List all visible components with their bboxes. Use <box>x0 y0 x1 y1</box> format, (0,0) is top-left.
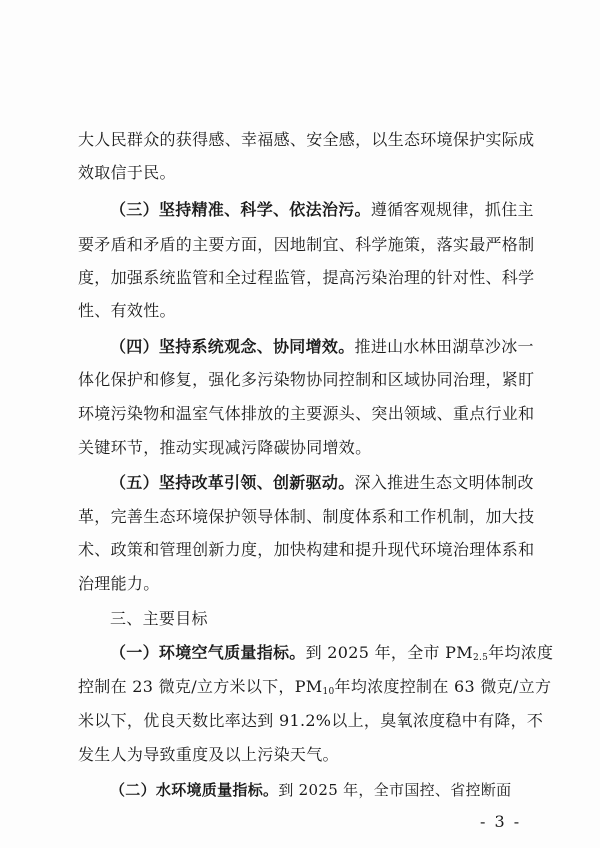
text-span: 发生人为导致重度及以上污染天气。 <box>78 745 339 764</box>
text-span: 到 2025 年，全市 PM <box>305 643 473 662</box>
paragraph-line <box>110 200 534 220</box>
paragraph-line <box>78 745 339 765</box>
paragraph-line <box>78 235 534 255</box>
text-span: 关键环节，推动实现减污降碳协同增效。 <box>78 438 372 457</box>
text-span: 米以下，优良天数比率达到 91.2%以上，臭氧浓度稳中有降，不 <box>78 711 544 730</box>
paragraph-line <box>78 301 176 321</box>
paragraph-line <box>110 337 534 357</box>
text-span: 年均浓度 <box>488 643 554 662</box>
text-span: 年均浓度控制在 63 微克/立方 <box>334 677 552 696</box>
section-heading-text: 三、主要目标 <box>110 609 208 628</box>
section-heading <box>110 609 208 629</box>
text-span: 革，完善生态环境保护领导体制、制度体系和工作机制，加大技 <box>78 507 535 526</box>
text-span: 遵循客观规律，抓住主 <box>370 200 534 219</box>
paragraph-line <box>78 711 543 731</box>
text-span: 要矛盾和矛盾的主要方面，因地制宜、科学施策，落实最严格制 <box>78 235 535 254</box>
text-span: 性、有效性。 <box>78 301 176 320</box>
paragraph-line <box>78 507 534 527</box>
text-span: 体化保护和修复，强化多污染物协同控制和区域协同治理，紧盯 <box>78 370 535 389</box>
paragraph-lead: （四）坚持系统观念、协同增效。 <box>110 337 355 356</box>
paragraph-lead: （三）坚持精准、科学、依法治污。 <box>110 200 371 219</box>
paragraph-line <box>78 163 176 183</box>
paragraph-line <box>78 404 534 424</box>
paragraph-line <box>110 780 511 800</box>
text-span: 控制在 23 微克/立方米以下，PM <box>78 677 323 696</box>
paragraph-line <box>78 677 551 697</box>
page-number: - 3 - <box>480 812 522 831</box>
text-span: 大人民群众的获得感、幸福感、安全感，以生态环境保护实际成 <box>78 130 535 149</box>
paragraph-lead: （一）环境空气质量指标。 <box>110 643 306 662</box>
paragraph-lead: （五）坚持改革引领、创新驱动。 <box>110 473 355 492</box>
text-span: 治理能力。 <box>78 574 160 593</box>
text-span: 度，加强系统监管和全过程监管，提高污染治理的针对性、科学 <box>78 268 535 287</box>
text-span: 效取信于民。 <box>78 163 176 182</box>
paragraph-line <box>78 438 371 458</box>
text-span: 环境污染物和温室气体排放的主要源头、突出领域、重点行业和 <box>78 404 535 423</box>
paragraph-line <box>110 643 553 663</box>
text-span: 推进山水林田湖草沙冰一 <box>354 337 534 356</box>
text-span: 术、政策和管理创新力度，加快构建和提升现代环境治理体系和 <box>78 540 535 559</box>
paragraph-line <box>110 473 534 493</box>
paragraph-line <box>78 574 160 594</box>
text-span: 深入推进生态文明体制改 <box>354 473 534 492</box>
pm10-subscript: 10 <box>322 687 335 697</box>
paragraph-line <box>78 540 534 560</box>
paragraph-line <box>78 130 534 150</box>
paragraph-line <box>78 370 534 390</box>
pm25-subscript: 2.5 <box>472 653 489 663</box>
paragraph-line <box>78 268 534 288</box>
paragraph-lead: （二）水环境质量指标。 <box>110 781 279 799</box>
text-span: 到 2025 年，全市国控、省控断面 <box>278 781 512 799</box>
